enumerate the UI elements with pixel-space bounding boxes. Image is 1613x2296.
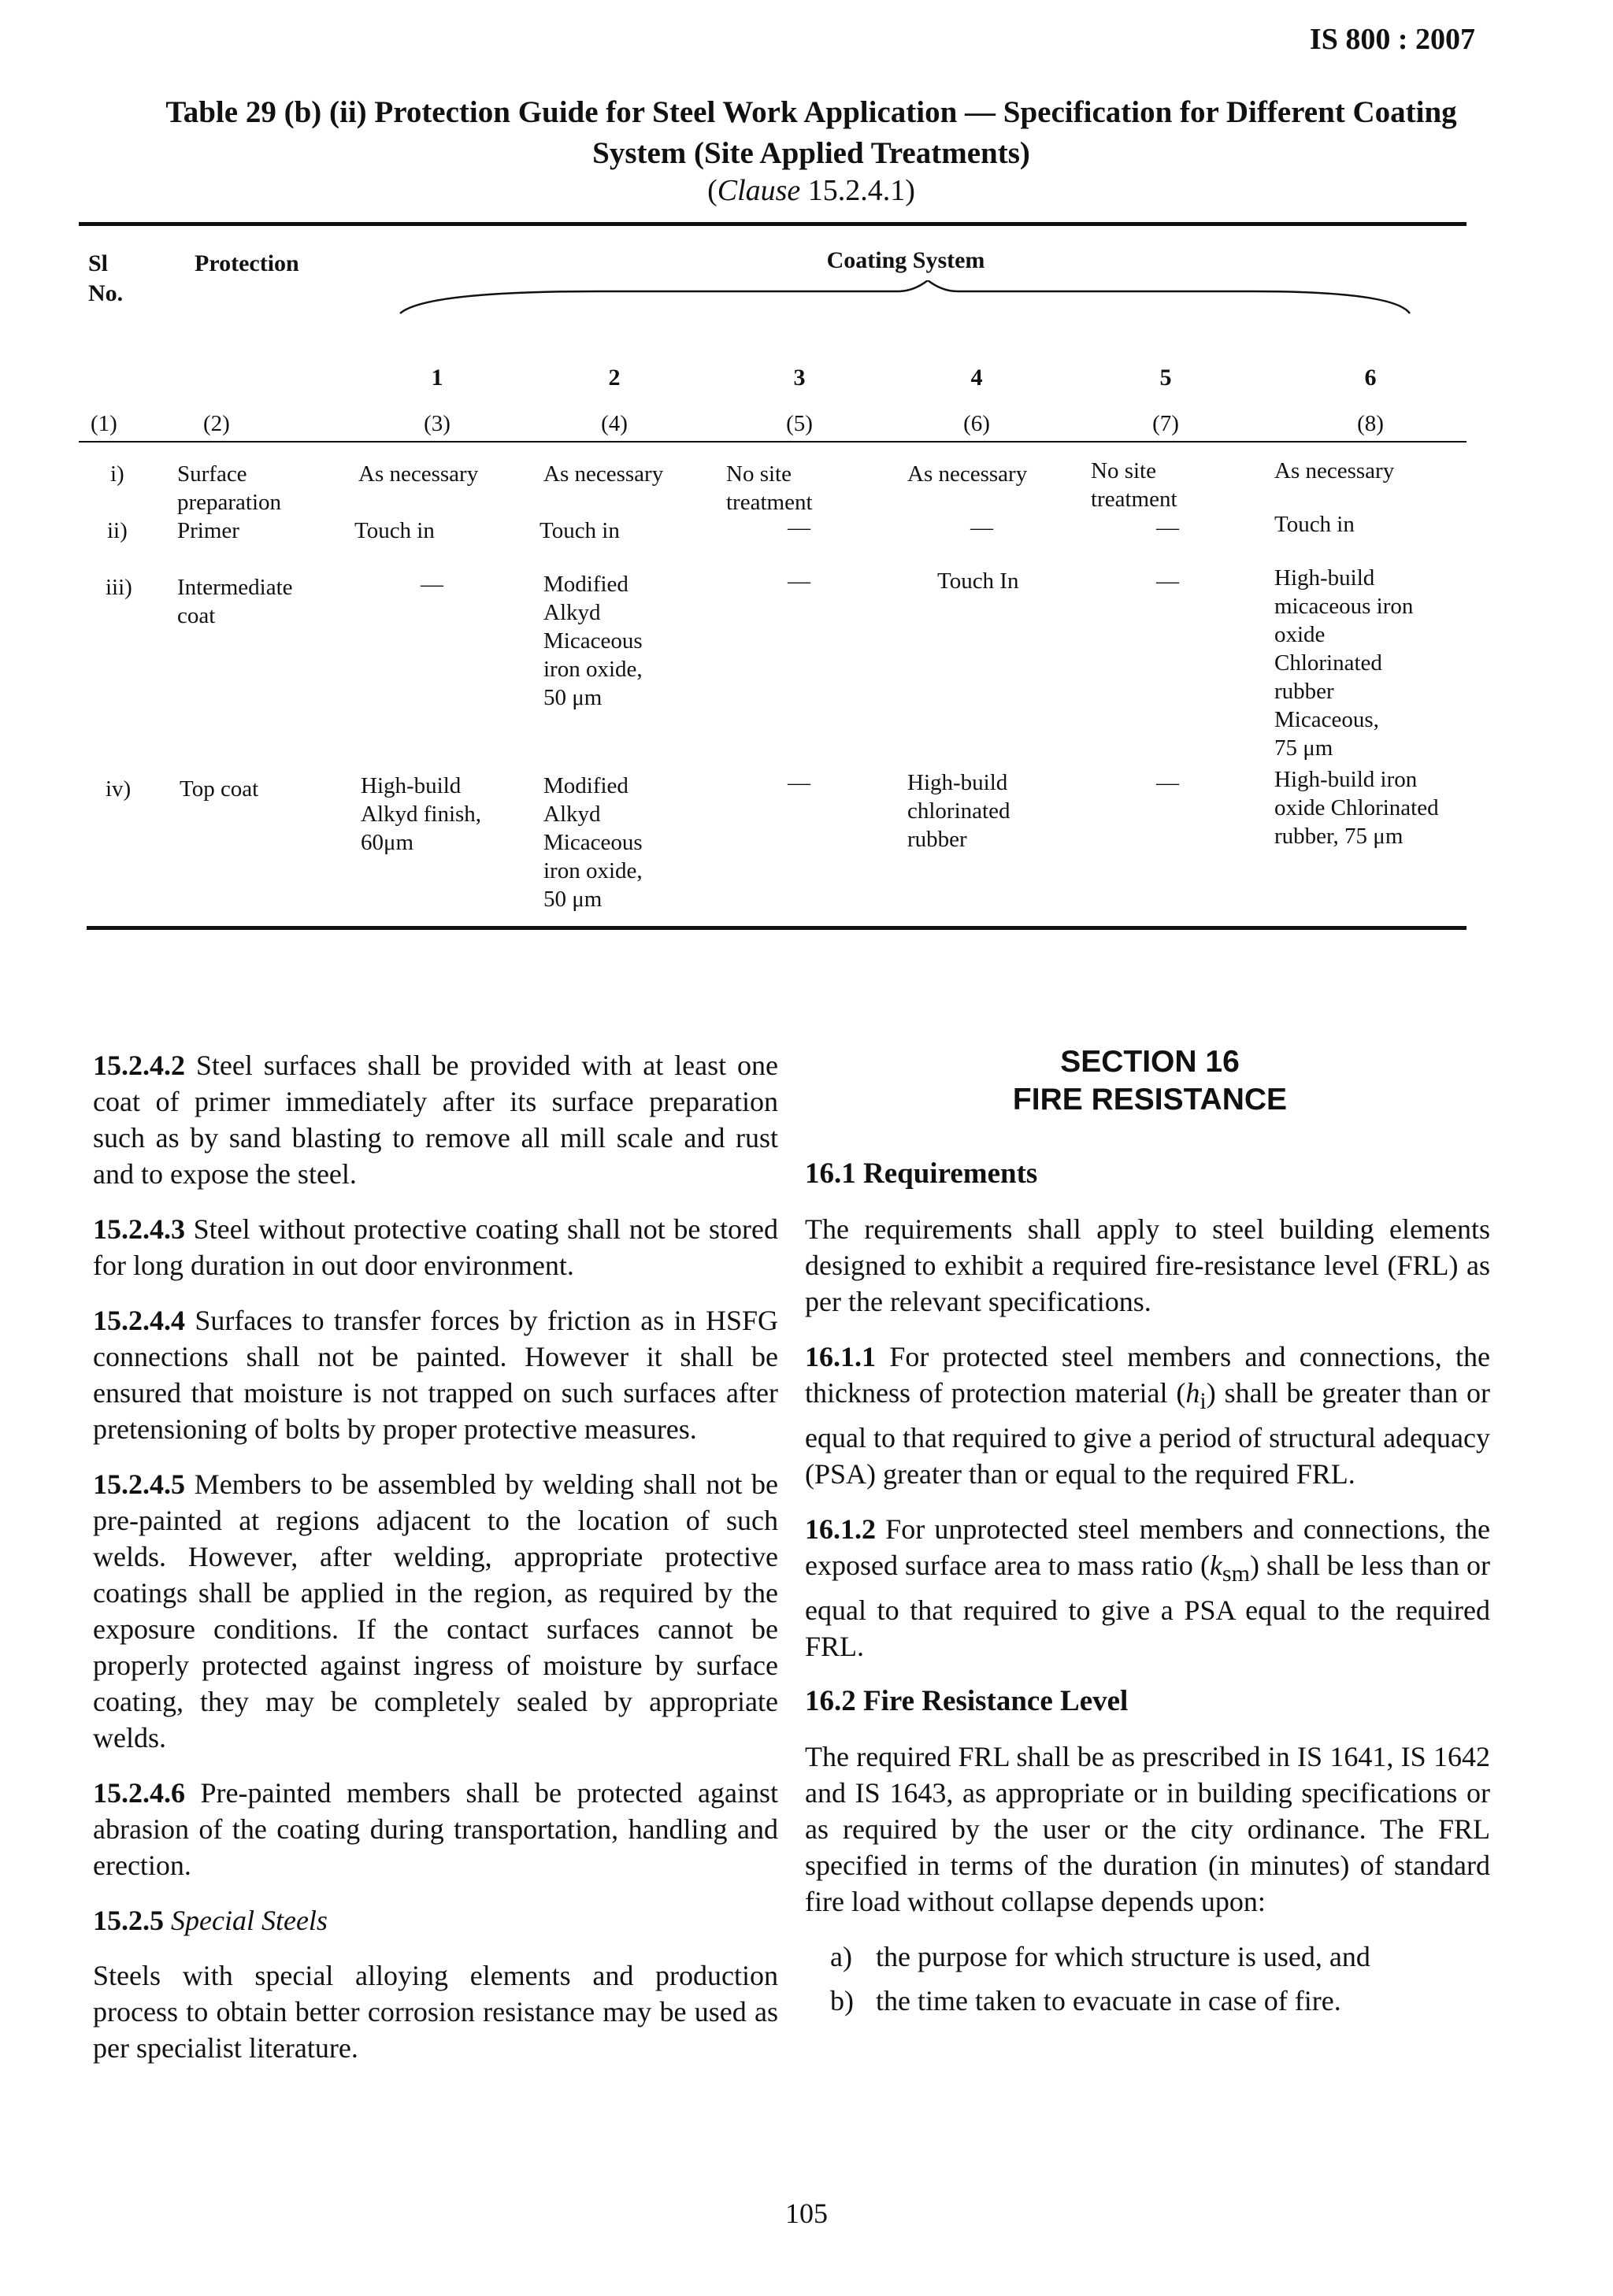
column-number: (4) [601, 411, 628, 436]
right-column [805, 1156, 1490, 2027]
table-header-rule [79, 441, 1467, 443]
clause-number: 15.2.5 [93, 1905, 164, 1936]
left-column [93, 1047, 778, 2085]
row-protection: Top coat [180, 776, 259, 802]
table-cell: Touch in [540, 518, 620, 543]
table-cell: As necessary [1274, 458, 1395, 483]
table-cell: — [970, 515, 993, 540]
table-cell: Modified Alkyd Micaceous iron oxide, 50 μm [543, 572, 643, 710]
row-protection: Intermediate coat [177, 575, 293, 628]
table-cell: — [1156, 770, 1179, 795]
list-item: b) the time taken to evacuate in case of fire. [830, 1985, 1341, 2017]
table-cell: — [1156, 515, 1179, 540]
clause-number: 15.2.4.5 [93, 1468, 185, 1500]
row-sl: iii) [106, 575, 132, 600]
page-number: 105 [785, 2198, 828, 2229]
paragraph: The required FRL shall be as prescribed in IS 1641, IS 1642 and IS 1643, as appropriate or in building specifications or as required by the user or the city ordinance. The FRL specified in terms of the duration (in minutes) of standard fire load without collapse depends upon: [805, 1741, 1490, 1918]
clause-number: 15.2.4.1 [807, 174, 906, 207]
table-cell: High-build Alkyd finish, 60μm [361, 773, 482, 855]
row-protection: Primer [177, 518, 239, 543]
table-cell: Touch In [937, 568, 1019, 594]
clause-number: 15.2.4.6 [93, 1777, 185, 1809]
table-cell: — [788, 770, 810, 795]
clause-number: 15.2.4.2 [93, 1050, 185, 1081]
clause-number: 15.2.4.4 [93, 1305, 185, 1336]
table-cell: As necessary [543, 461, 664, 487]
paragraph: 16.1.1 For protected steel members and connections, the thickness of protection material $(h_i)$ shall be greater than or equal to that required to give a period of structural adequacy (PSA) greater than or equal to the required FRL. [805, 1341, 1491, 1491]
head-coating-system: Coating System [826, 247, 985, 273]
head-sl: Sl [88, 250, 109, 276]
table-bottom-rule [87, 926, 1467, 930]
table-cell: — [1156, 568, 1179, 594]
row-sl: iv) [106, 776, 132, 802]
clause-prefix: Clause [717, 174, 801, 207]
table-cell: As necessary [358, 461, 479, 487]
section-title: FIRE RESISTANCE [1012, 1083, 1288, 1117]
head-no: No. [88, 280, 124, 306]
document-code: IS 800 : 2007 [1309, 23, 1475, 56]
system-number: 3 [793, 365, 806, 391]
clause-number: 16.1.1 [805, 1341, 876, 1372]
table-cell: — [421, 572, 443, 597]
row-sl: i) [110, 461, 124, 487]
table-cell: No site treatment [1091, 458, 1177, 512]
subheading: 16.1 Requirements [805, 1157, 1038, 1190]
system-number: 1 [431, 365, 443, 391]
system-number: 4 [970, 365, 983, 391]
coating-system-brace [394, 280, 1418, 328]
table-cell: As necessary [907, 461, 1028, 487]
paragraph: 15.2.4.5 Members to be assembled by welding shall not be pre-painted at regions adjacent to the location of such welds. However, after welding, appropriate protective coatings shall be applied in the region, as required by the exposure conditions. If the contact surfaces cannot be properly protected against ingress of moisture by surface coating, they may be completely sealed by appropriate welds. [93, 1468, 778, 1753]
column-number: (6) [963, 411, 990, 436]
table-cell: High-build chlorinated rubber [907, 770, 1010, 852]
column-number: (2) [203, 411, 230, 436]
table-cell: Touch in [354, 518, 435, 543]
table-top-rule [79, 222, 1467, 226]
system-number: 5 [1159, 365, 1172, 391]
paragraph: 16.1.2 For unprotected steel members and connections, the exposed surface area to mass ratio $(k_{sm})$ shall be less than or equal to that required to give a PSA equal to the required FRL. [805, 1513, 1490, 1663]
section-number: SECTION 16 [1060, 1045, 1240, 1079]
table-cell: No site treatment [726, 461, 813, 515]
column-number: (8) [1357, 411, 1384, 436]
table-cell: — [788, 568, 810, 594]
column-number: (7) [1152, 411, 1179, 436]
table-cell: — [788, 515, 810, 540]
list-item: a) the purpose for which structure is used, and [830, 1941, 1370, 1973]
table-cell: Touch in [1274, 512, 1355, 537]
table-caption-line1: Table 29 (b) (ii) Protection Guide for Steel Work Application — Specification for Different Coating [165, 95, 1457, 129]
paragraph: 15.2.4.2 Steel surfaces shall be provided with at least one coat of primer immediately after its surface preparation such as by sand blasting to remove all mill scale and rust and to expose the steel. [93, 1050, 778, 1190]
subheading [93, 1902, 778, 1939]
subheading-title: Special Steels [171, 1905, 328, 1936]
column-number: (3) [424, 411, 451, 436]
column-number: (1) [91, 411, 117, 436]
head-protection: Protection [195, 250, 299, 276]
table-cell: High-build micaceous iron oxide Chlorinated rubber Micaceous, 75 μm [1274, 565, 1414, 761]
table-cell: High-build iron oxide Chlorinated rubber, 75 μm [1274, 767, 1439, 849]
table-caption-line2: System (Site Applied Treatments) [592, 136, 1030, 170]
paragraph: 15.2.4.4 Surfaces to transfer forces by friction as in HSFG connections shall not be painted. However it shall be ensured that moisture is not trapped on such surfaces after pretensioning of bolts by proper protective measures. [93, 1305, 778, 1445]
paragraph: 15.2.4.6 Pre-painted members shall be protected against abrasion of the coating during transportation, handling and erection. [93, 1777, 778, 1881]
table-cell: Modified Alkyd Micaceous iron oxide, 50 μm [543, 773, 643, 912]
column-number: (5) [786, 411, 813, 436]
table-clause: (Clause 15.2.4.1) [707, 174, 915, 207]
clause-number: 16.1.2 [805, 1513, 876, 1546]
row-protection: Surface preparation [177, 461, 282, 515]
system-number: 2 [608, 365, 621, 391]
subheading: 16.2 Fire Resistance Level [805, 1685, 1129, 1718]
row-sl: ii) [107, 518, 128, 543]
paragraph: Steels with special alloying elements and production process to obtain better corrosion resistance may be used as per specialist literature. [93, 1960, 778, 2064]
paragraph: The requirements shall apply to steel building elements designed to exhibit a required fire-resistance level (FRL) as per the relevant specifications. [805, 1213, 1490, 1317]
paragraph: 15.2.4.3 Steel without protective coating shall not be stored for long duration in out door environment. [93, 1213, 778, 1281]
clause-number: 15.2.4.3 [93, 1213, 185, 1245]
system-number: 6 [1364, 365, 1377, 391]
